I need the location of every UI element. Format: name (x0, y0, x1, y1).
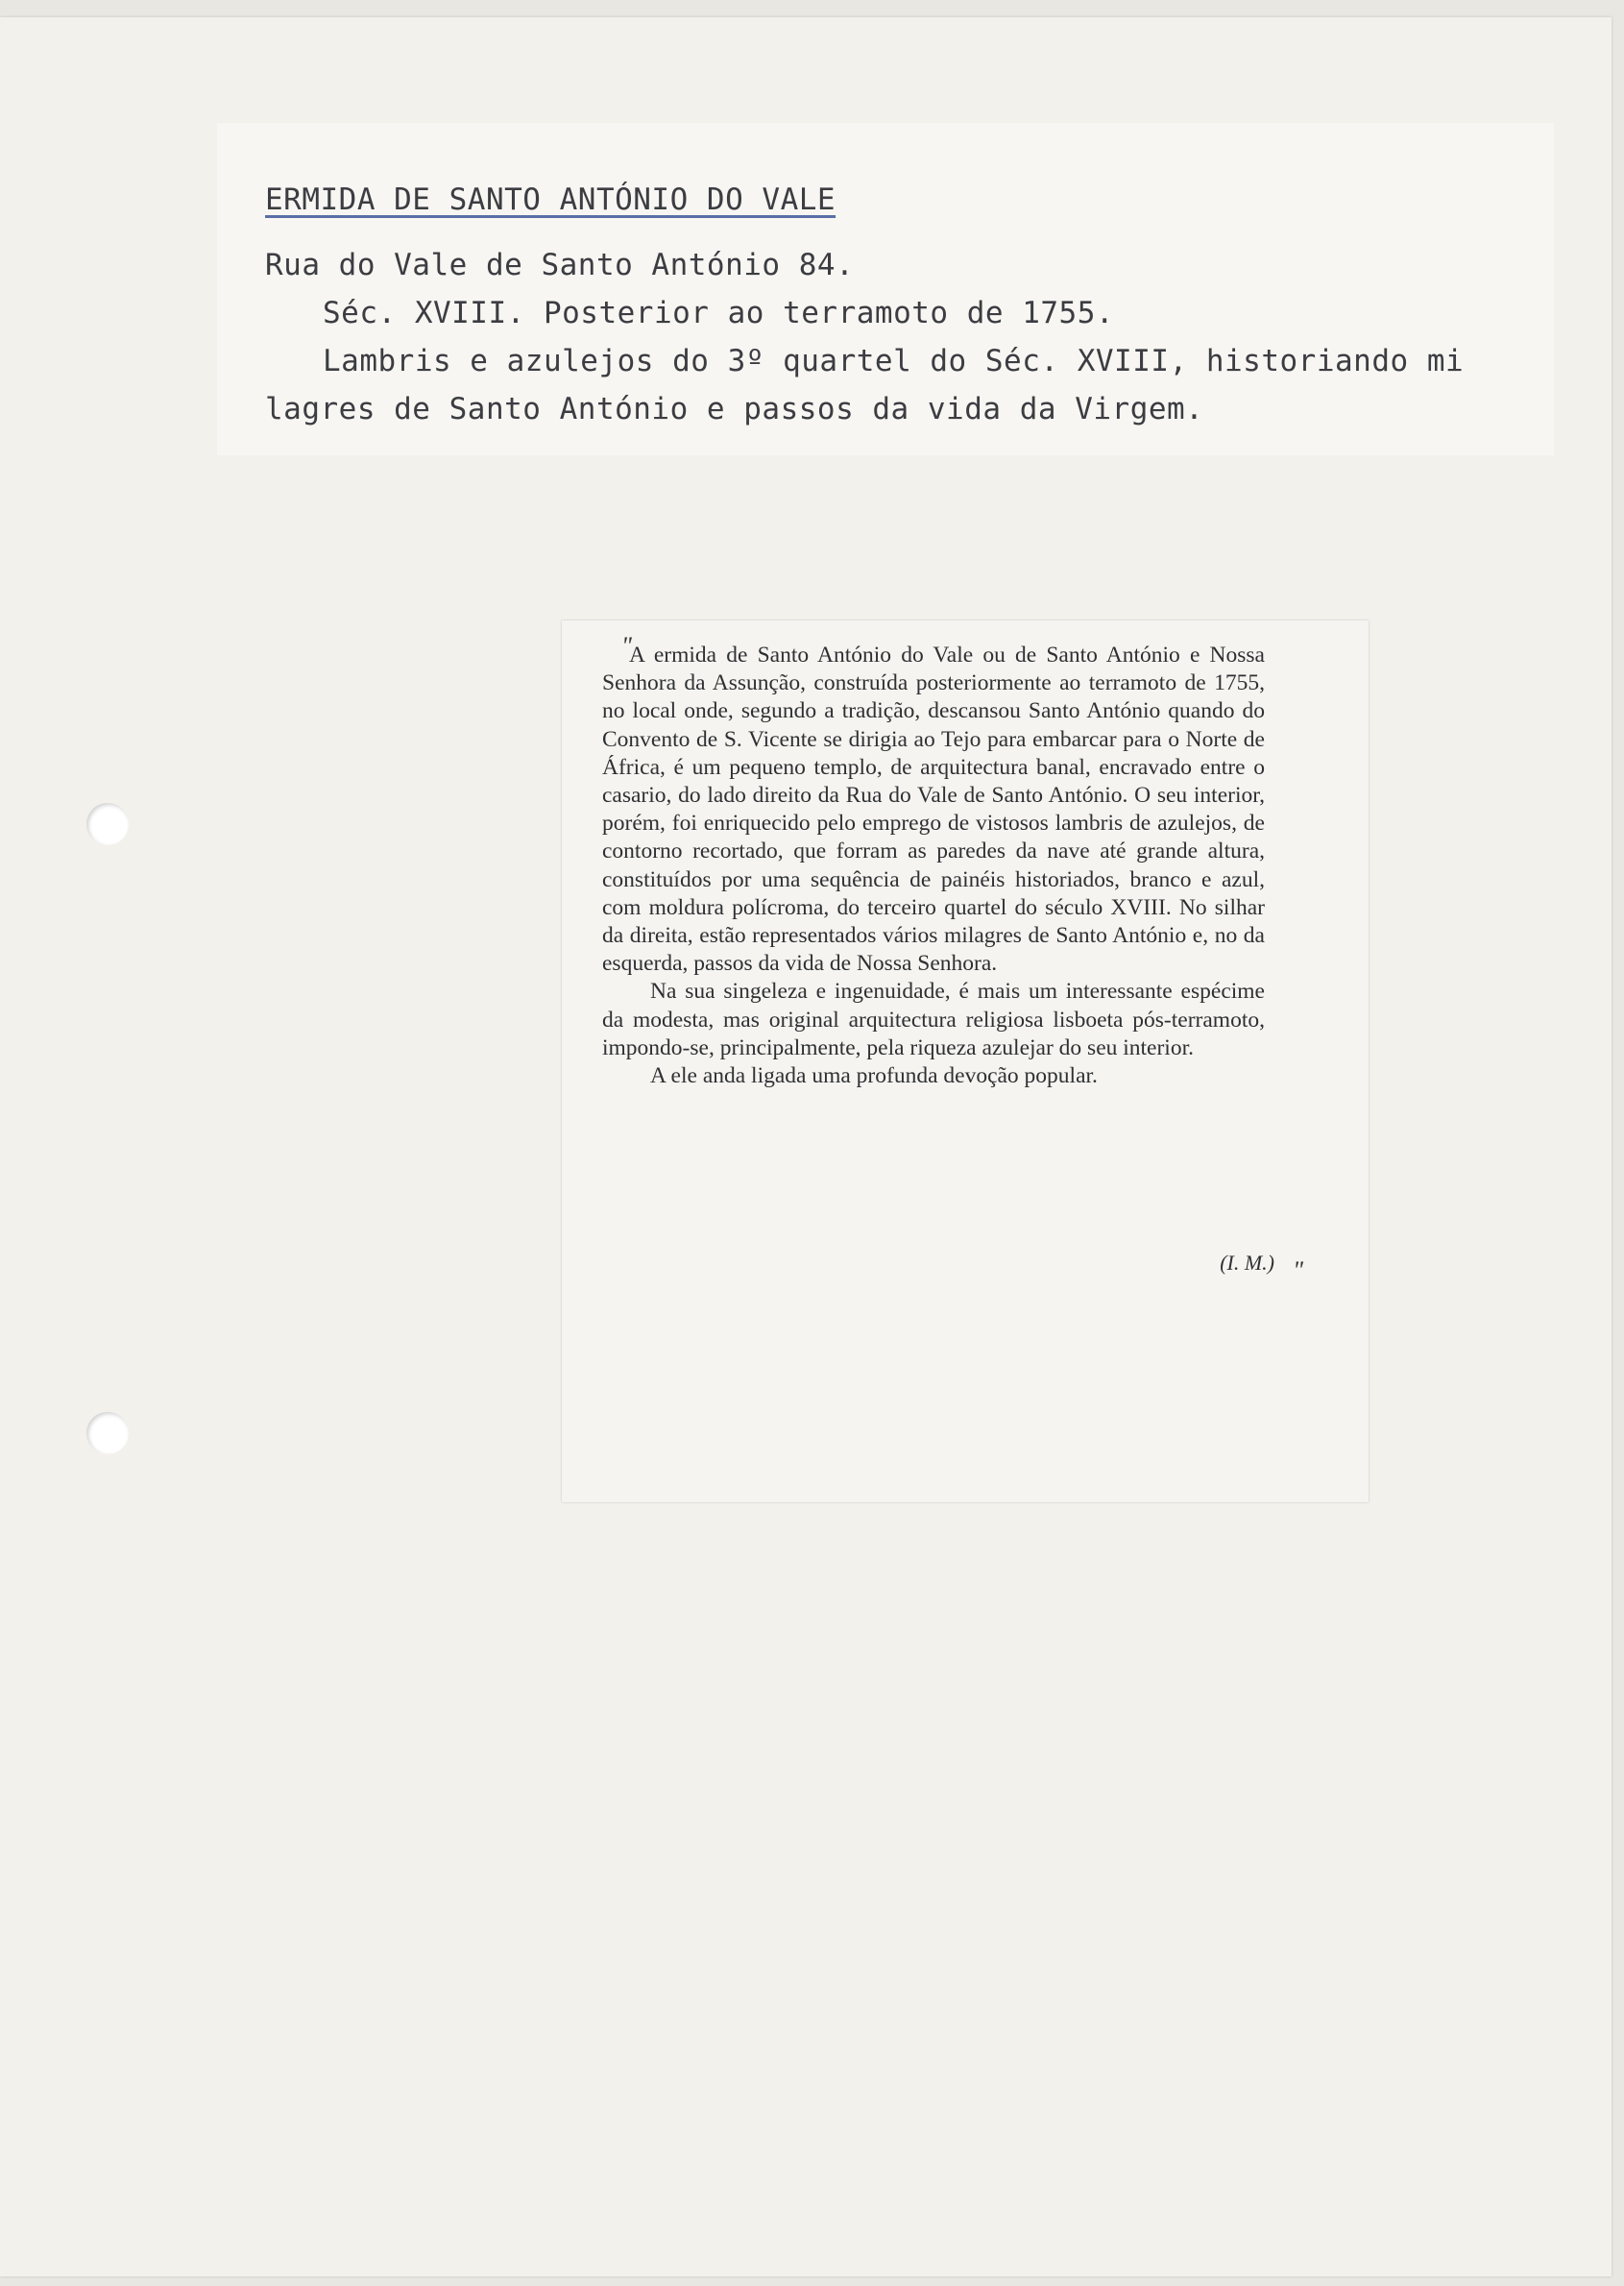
author-initials: (I. M.) (1220, 1251, 1274, 1275)
punch-hole-top (86, 803, 129, 845)
card-line-address: Rua do Vale de Santo António 84. (265, 248, 855, 282)
card-line-description: Lambris e azulejos do 3º quartel do Séc. XVIII, historiando mi (323, 344, 1465, 378)
clipping-paragraph: A ermida de Santo António do Vale ou de Santo António e Nossa Senhora da Assunção, construída posteriormente ao terramoto de 1755, no local onde, segundo a tradição, descansou Santo António quando do Convento de S. Vicente se dirigia ao Tejo para embarcar para o Norte de África, é um pequeno templo, de arquitectura banal, encravado entre o casario, do lado direito da Rua do Vale de Santo António. O seu interior, porém, foi enriquecido pelo emprego de vistosos lambris de azulejos, de contorno recortado, que forram as paredes da nave até grande altura, constituídos por uma sequência de painéis historiados, branco e azul, com moldura polícroma, do terceiro quartel do século XVIII. No silhar da direita, estão representados vários milagres de Santo António e, no da esquerda, passos da vida de Nossa Senhora. (602, 643, 1265, 977)
clipping-paragraph: A ele anda ligada uma profunda devoção popular. (650, 1063, 1098, 1089)
newspaper-clipping (562, 620, 1369, 1502)
card-title: ERMIDA DE SANTO ANTÓNIO DO VALE (265, 182, 836, 217)
card-line-date: Séc. XVIII. Posterior ao terramoto de 1755. (323, 296, 1115, 330)
opening-quote-mark: " (621, 632, 632, 660)
archive-sheet (0, 17, 1612, 2276)
closing-quote-mark: " (1293, 1256, 1303, 1284)
punch-hole-bottom (86, 1412, 129, 1454)
typed-index-card (217, 123, 1554, 455)
card-line-description-cont: lagres de Santo António e passos da vida da Virgem. (265, 392, 1204, 426)
clipping-body (602, 642, 1265, 1090)
clipping-paragraph: Na sua singeleza e ingenuidade, é mais um interessante espécime da modesta, mas original arquitectura religiosa lisboeta pós-terramoto, impondo-se, principalmente, pela riqueza azulejar do seu interior. (602, 979, 1265, 1060)
